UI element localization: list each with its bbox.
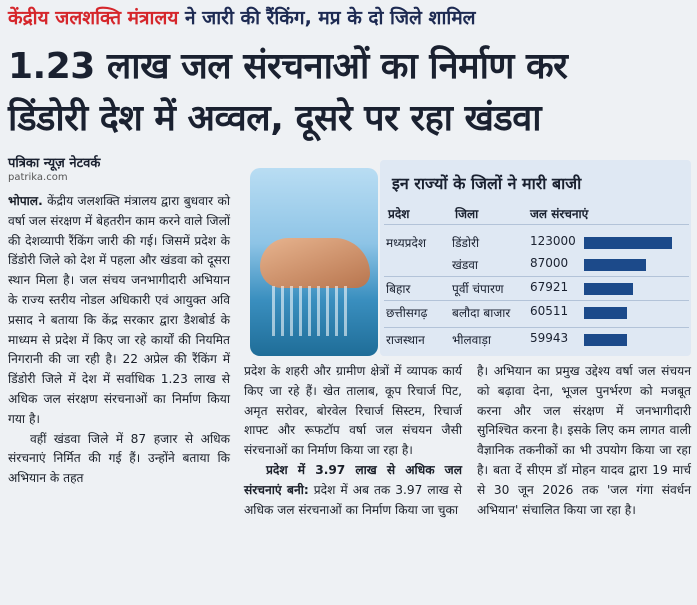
hand-shape [260, 238, 370, 288]
water-hands-photo [250, 168, 378, 356]
column2-subhead: प्रदेश में 3.97 लाख से अधिक जल संरचनाएं बनी: [244, 462, 462, 497]
article-column-2 [244, 362, 462, 520]
table-header-state: प्रदेश [388, 207, 410, 221]
table-title: इन राज्यों के जिलों ने मारी बाजी [392, 174, 582, 193]
byline: पत्रिका न्यूज़ नेटवर्क [8, 156, 101, 171]
table-divider [384, 300, 689, 301]
table-row-district: पूर्वी चंपारण [452, 282, 504, 296]
table-row-state: राजस्थान [386, 333, 425, 347]
headline-line-1: 1.23 लाख जल संरचनाओं का निर्माण कर [8, 46, 568, 87]
table-row-value: 67921 [530, 280, 569, 294]
column2-para1: प्रदेश के शहरी और ग्रामीण क्षेत्रों में व्यापक कार्य किए जा रहे हैं। खेत तालाब, कूप रिचार्ज पिट, अमृत सरोवर, बोरवेल रिचार्ज सिस्टम, रिचार्ज शाफ्ट और रूफटॉप वर्षा जल संचयन जैसी संरचनाओं का निर्माण किया जा रहा है। [244, 364, 462, 458]
table-row-state: मध्यप्रदेश [386, 236, 427, 250]
headline-line-2: डिंडोरी देश में अव्वल, दूसरे पर रहा खंडवा [8, 98, 542, 139]
table-row-district: डिंडोरी [452, 236, 480, 250]
table-row-value: 60511 [530, 304, 569, 318]
table-row-value: 59943 [530, 331, 569, 345]
column1-para2: वहीं खंडवा जिले में 87 हजार से अधिक संरचनाएं निर्मित की गई हैं। उन्होंने बताया कि अभियान के तहत [8, 431, 230, 486]
column3-para1: है। अभियान का प्रमुख उद्देश्य वर्षा जल संचयन को बढ़ावा देना, भूजल पुनर्भरण को मजबूत करना और जल संरक्षण में जनभागीदारी सुनिश्चित करना है। इसके लिए कम लागत वाली वैज्ञानिक तकनीकों का भी उपयोग किया जा रहा है। बता दें सीएम डॉ मोहन यादव द्वारा 19 मार्च से 30 जून 2026 तक 'जल गंगा संवर्धन अभियान' संचालित किया जा रहा है। [477, 364, 691, 517]
table-row-state: छत्तीसगढ़ [386, 306, 428, 320]
table-divider [384, 327, 689, 328]
table-row-state: बिहार [386, 282, 411, 296]
kicker [8, 4, 476, 30]
table-row-bar [584, 283, 633, 295]
water-splash [272, 286, 352, 336]
table-row-district: भीलवाड़ा [452, 333, 491, 347]
table-divider [384, 224, 689, 225]
table-header-district: जिला [455, 207, 479, 221]
table-row-bar [584, 237, 672, 249]
table-row-bar [584, 334, 627, 346]
table-row-bar [584, 259, 646, 271]
table-row-district: बलौदा बाजार [452, 306, 511, 320]
column1-para1: केंद्रीय जलशक्ति मंत्रालय द्वारा बुधवार को वर्षा जल संरक्षण में बेहतरीन काम करने वाले जिलों की देशव्यापी रैंकिंग जारी की गई। जिसमें प्रदेश के डिंडोरी जिले को देश में पहला और खंडवा को दूसरा स्थान मिला है। जल संचय जनभागीदारी अभियान के राज्य स्तरीय नोडल अधिकारी एवं आयुक्त अवि प्रसाद ने बताया कि केंद्र सरकार द्वारा डैशबोर्ड के माध्यम से प्रदेश में किए जा रहे कार्यों की नियमित निगरानी की जा रही है। 22 अप्रेल की रैंकिंग में डिंडोरी जिले में देश में सर्वाधिक 1.23 लाख से अधिक जल संरक्षण संरचनाओं का निर्माण किया गया है। [8, 194, 230, 426]
kicker-rest: ने जारी की रैंकिंग, मप्र के दो जिले शामिल [178, 7, 476, 29]
article-column-1 [8, 192, 230, 489]
table-row-value: 123000 [530, 234, 576, 248]
site-name: patrika.com [8, 172, 68, 183]
table-header-count: जल संरचनाएं [530, 207, 589, 221]
dateline: भोपाल. [8, 194, 43, 208]
article-column-3 [477, 362, 691, 520]
table-row-bar [584, 307, 627, 319]
column2-para2: प्रदेश में अब तक 3.97 लाख से अधिक जल संरचनाओं का निर्माण किया जा चुका [244, 482, 462, 517]
table-row-value: 87000 [530, 256, 569, 270]
table-row-district: खंडवा [452, 258, 479, 272]
table-divider [384, 276, 689, 277]
kicker-ministry: केंद्रीय जलशक्ति मंत्रालय [8, 7, 179, 29]
